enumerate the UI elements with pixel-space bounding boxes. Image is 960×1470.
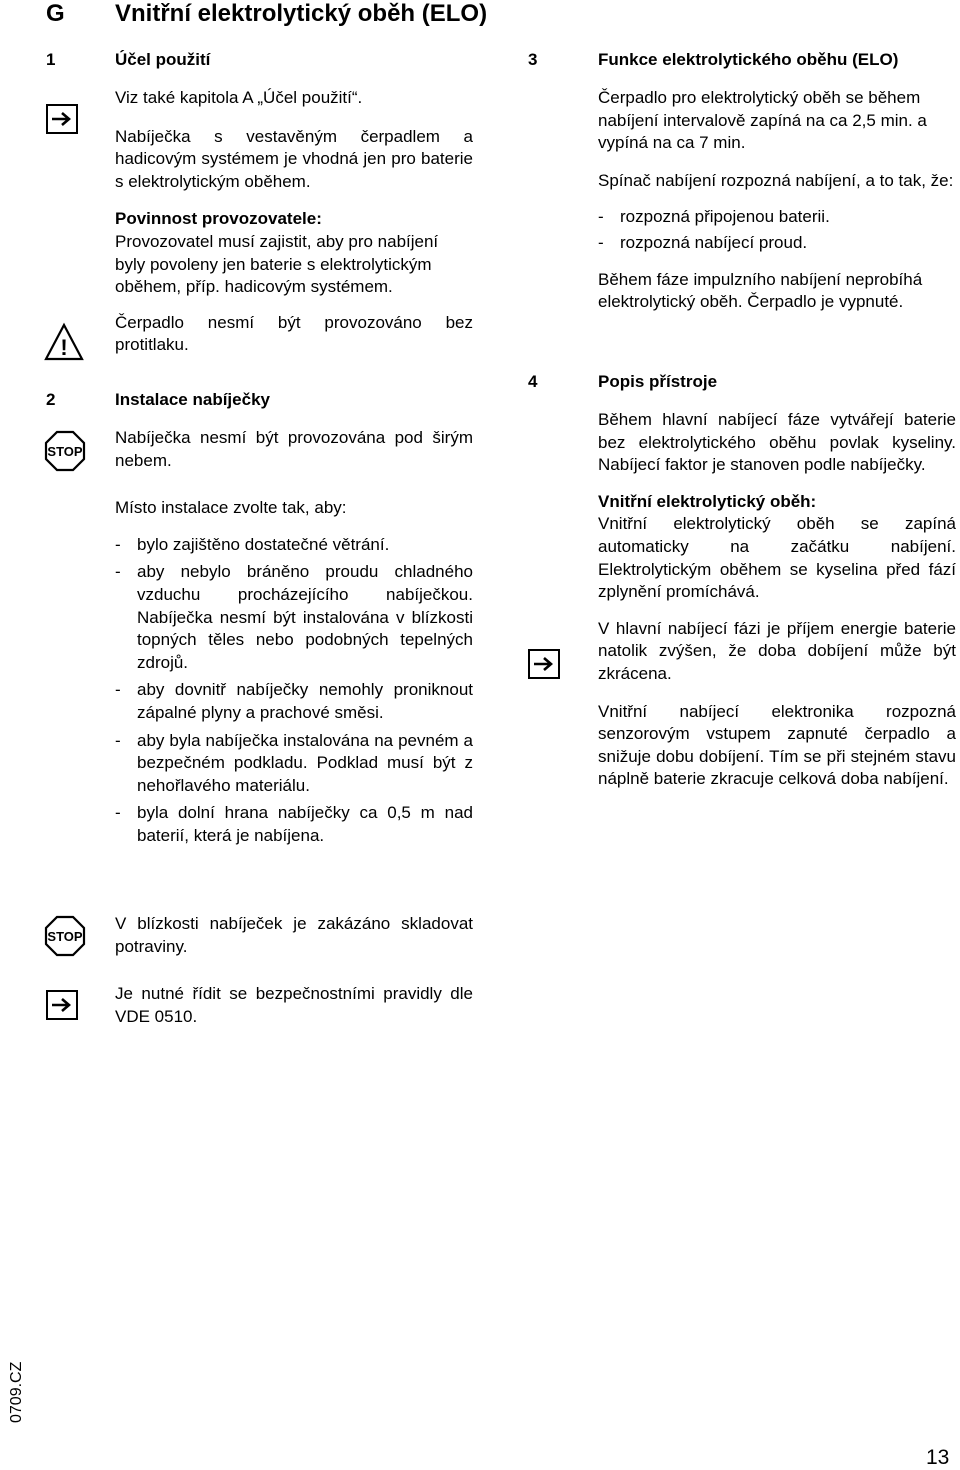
section-3-number: 3 [528, 50, 538, 69]
paragraph: Provozovatel musí zajistit, aby pro nabíjení byly povoleny jen baterie s elektrolytickým oběhem, příp. hadicovým systémem. [115, 231, 439, 297]
warning-icon [44, 322, 84, 362]
paragraph: Nabíječka s vestavěným čerpadlem a hadicovým systémem je vhodná jen pro baterie s elektrolytickým oběhem. [115, 126, 473, 191]
paragraph: Spínač nabíjení rozpozná nabíjení, a to tak, že: [598, 170, 954, 190]
stop-sign-text: STOP [47, 444, 83, 459]
paragraph: Čerpadlo pro elektrolytický oběh se během nabíjení intervalově zapíná na ca 2,5 min. a vypíná na ca 7 min. [598, 88, 927, 153]
paragraph: Vnitřní elektrolytický oběh se zapíná automaticky na začátku nabíjení. Elektrolytickým oběhem se kyselina před fází zplynění promíchává. [598, 514, 956, 602]
chapter-title: Vnitřní elektrolytický oběh (ELO) [115, 0, 488, 27]
paragraph: V hlavní nabíjecí fázi je příjem energie baterie natolik zvýšen, že doba dobíjení může být zkrácena. [598, 618, 956, 683]
arrow-right-icon [46, 104, 78, 134]
safety-rules-note: Je nutné řídit se bezpečnostními pravidly dle VDE 0510. [115, 984, 473, 1026]
list-item: - rozpozná připojenou baterii. [598, 207, 830, 227]
section-4-title: Popis přístroje [598, 372, 718, 391]
paragraph: Během fáze impulzního nabíjení neprobíhá elektrolytický oběh. Čerpadlo je vypnuté. [598, 269, 923, 312]
list-item: - byla dolní hrana nabíječky ca 0,5 m nad baterií, která je nabíjena. [115, 803, 473, 845]
section-2-title: Instalace nabíječky [115, 390, 270, 409]
svg-text:0709.CZ: 0709.CZ [8, 1361, 25, 1423]
paragraph: Vnitřní nabíjecí elektronika rozpozná senzorovým vstupem zapnuté čerpadlo a snižuje dobu dobíjení. Tím se při stejném stavu náplně baterie zkracuje celková doba nabíjení. [598, 701, 956, 789]
paragraph-heading: Povinnost provozovatele: [115, 209, 322, 229]
installation-requirements-list [115, 534, 473, 848]
paragraph-heading: Vnitřní elektrolytický oběh: [598, 491, 817, 511]
list-item: - bylo zajištěno dostatečné větrání. [115, 534, 390, 554]
paragraph: Viz také kapitola A „Účel použití“. [115, 88, 363, 107]
warning-icon-mark: ! [60, 335, 68, 360]
stop-sign-icon [44, 915, 86, 957]
section-4-number: 4 [528, 372, 538, 391]
paragraph: Čerpadlo nesmí být provozováno bez protitlaku. [115, 312, 473, 355]
section-2-number: 2 [46, 390, 56, 409]
document-code [0, 1345, 30, 1425]
section-3-body [598, 87, 956, 314]
paragraph: Místo instalace zvolte tak, aby: [115, 498, 347, 518]
stop-sign-icon [44, 430, 86, 472]
page-number: 13 [926, 1446, 950, 1469]
paragraph: Během hlavní nabíjecí fáze vytvářejí baterie bez elektrolytického oběhu povlak kyseliny. Nabíjecí faktor je stanoven podle nabíječky. [598, 410, 956, 475]
list-item: - rozpozná nabíjecí proud. [598, 232, 808, 252]
arrow-right-icon [46, 990, 78, 1020]
section-4-body [598, 409, 956, 791]
list-item: - aby byla nabíječka instalována na pevném a bezpečném podkladu. Podklad musí být z nehořlavého materiálu. [115, 730, 473, 795]
paragraph: Nabíječka nesmí být provozována pod širým nebem. [115, 428, 473, 470]
section-2-body [115, 427, 473, 848]
chapter-letter: G [46, 0, 65, 27]
section-3-title: Funkce elektrolytického oběhu (ELO) [598, 50, 899, 69]
stop-sign-text: STOP [47, 929, 83, 944]
list-item: - aby dovnitř nabíječky nemohly proniknout zápalné plyny a prachové směsi. [115, 680, 473, 722]
section-1-body [115, 87, 473, 357]
list-item: - aby nebylo bráněno proudu chladného vzduchu procházejícího nabíječkou. Nabíječka nesmí být instalována v blízkosti topných těles nebo podobných tepelných zdrojů. [115, 562, 473, 672]
section-1-number: 1 [46, 50, 56, 69]
food-storage-warning: V blízkosti nabíječek je zakázáno skladovat potraviny. [115, 914, 473, 956]
detection-list [598, 206, 956, 254]
section-1-title: Účel použití [115, 50, 211, 69]
arrow-right-icon [528, 649, 560, 679]
